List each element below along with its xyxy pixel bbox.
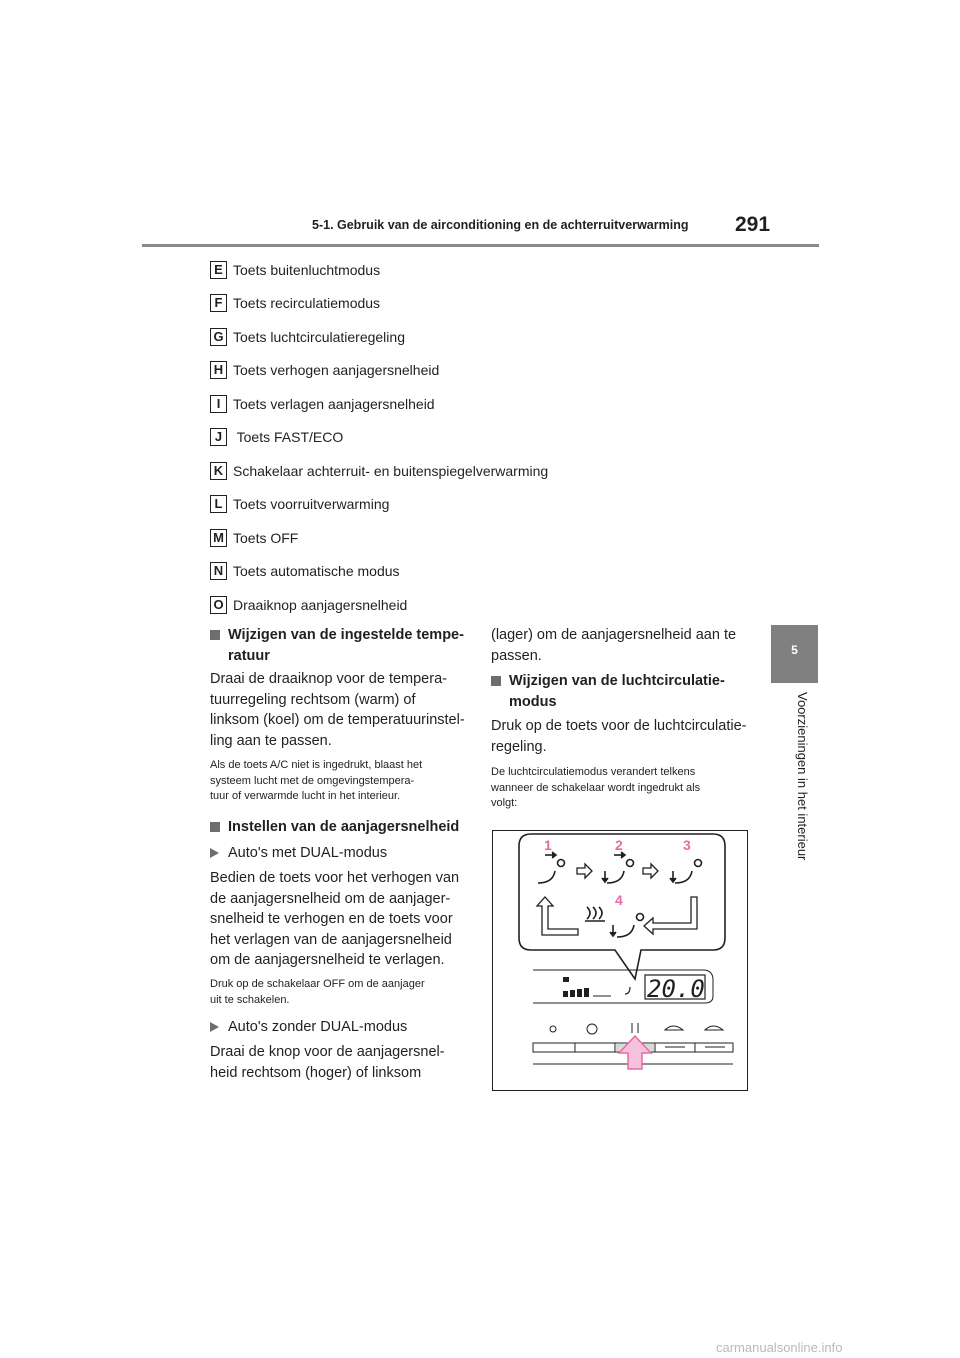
legend-item [210, 494, 389, 514]
watermark: carmanualsonline.info [716, 1340, 843, 1355]
text-line: uit te schakelen. [210, 993, 290, 1006]
header-divider [142, 244, 819, 247]
key-label: J [210, 428, 227, 446]
key-label: O [210, 596, 227, 614]
heading-line: Wijzigen van de luchtcirculatie- [509, 673, 725, 689]
legend-text: Toets buitenluchtmodus [233, 262, 381, 278]
text-line: Druk op de toets voor de luchtcirculatie- [491, 718, 747, 734]
mode-number: 1 [544, 837, 552, 853]
seat-icon-4 [585, 907, 644, 937]
chapter-title: Voorzieningen in het interieur [795, 692, 810, 861]
text-line: Bedien de toets voor het verhogen van [210, 870, 460, 886]
text-line: De luchtcirculatiemodus verandert telkens [491, 766, 696, 778]
legend-text: Draaiknop aanjagersnelheid [233, 597, 408, 613]
seat-small-icon [625, 987, 630, 994]
legend-item [210, 595, 407, 615]
subheading-no-dual [210, 1017, 407, 1038]
heading-line: modus [509, 693, 557, 710]
subheading-dual [210, 843, 387, 864]
paragraph [491, 625, 736, 666]
legend-item [210, 293, 380, 313]
text-line: regeling. [491, 738, 547, 755]
key-label: N [210, 562, 227, 580]
key-label: I [210, 395, 227, 413]
paragraph [491, 716, 747, 757]
legend-text: Toets OFF [233, 530, 299, 546]
circulation-mode-figure [492, 830, 748, 1091]
key-label: K [210, 462, 227, 480]
heading-line: Instellen van de aanjagersnelheid [228, 819, 460, 835]
fan-icon [563, 977, 569, 982]
arrow-up-icon [537, 897, 578, 935]
key-label: G [210, 328, 227, 346]
climate-panel-illustration [493, 831, 749, 1092]
heading-fan-speed [210, 817, 459, 838]
legend-item [210, 561, 400, 581]
mode-number: 3 [683, 837, 691, 853]
seat-icon-3 [670, 860, 702, 884]
legend-item [210, 461, 548, 481]
text-line: Draai de knop voor de aanjagersnel- [210, 1044, 445, 1060]
text-line: passen. [491, 647, 542, 664]
legend-text: Toets luchtcirculatieregeling [233, 329, 405, 345]
seat-icon-1 [538, 852, 565, 883]
note [210, 758, 422, 805]
square-bullet-icon [491, 676, 501, 686]
paragraph [210, 1042, 445, 1083]
legend-item [210, 528, 298, 548]
paragraph [210, 669, 465, 751]
legend-text: Toets automatische modus [233, 563, 400, 579]
text-line: linksom (koel) om de temperatuurinstel- [210, 712, 465, 728]
note [491, 765, 700, 812]
key-label: E [210, 261, 227, 279]
legend-text: Toets recirculatiemodus [233, 295, 381, 311]
legend-text: Toets verlagen aanjagersnelheid [233, 396, 435, 412]
text-line: de aanjagersnelheid om de aanjager- [210, 890, 451, 907]
text-line: systeem lucht met de omgevingstempera- [210, 774, 415, 787]
triangle-bullet-icon [210, 848, 219, 858]
heading-air-circulation [491, 671, 725, 712]
text-line: ling aan te passen. [210, 732, 332, 749]
text-line: tuur of verwarmde lucht in het interieur. [210, 790, 401, 802]
text-line: tuurregeling rechtsom (warm) of [210, 691, 416, 708]
mode-number: 4 [615, 892, 623, 908]
text-line: Draai de draaiknop voor de tempera- [210, 671, 447, 687]
heading-line: ratuur [228, 647, 270, 664]
text-line: Druk op de schakelaar OFF om de aanjager [210, 978, 425, 990]
paragraph [210, 868, 459, 971]
chapter-tab: 5 [771, 625, 818, 683]
text-line: het verlagen van de aanjagersnelheid [210, 931, 452, 948]
page-number: 291 [735, 213, 771, 236]
text-line: snelheid te verhogen en de toets voor [210, 911, 453, 927]
button-icons [550, 1023, 723, 1034]
note [210, 977, 425, 1008]
temperature-readout: 20.0 [647, 975, 705, 1003]
legend-text: Toets voorruitverwarming [233, 496, 390, 512]
text-line: heid rechtsom (hoger) of linksom [210, 1064, 422, 1081]
text-line: Als de toets A/C niet is ingedrukt, blaast het [210, 759, 423, 771]
legend-item [210, 360, 439, 380]
text-line: om de aanjagersnelheid te verlagen. [210, 952, 445, 968]
legend-item [210, 427, 343, 447]
legend-text: Schakelaar achterruit- en buitenspiegelverwarming [233, 463, 549, 479]
key-label: H [210, 361, 227, 379]
heading-line: Wijzigen van de ingestelde tempe- [228, 627, 464, 643]
text-line: wanneer de schakelaar wordt ingedrukt als [491, 781, 701, 794]
subheading-text: Auto's zonder DUAL-modus [228, 1019, 408, 1035]
legend-text: Toets FAST/ECO [233, 429, 344, 445]
seat-icon-2 [602, 852, 634, 883]
arrow-left-icon [644, 897, 697, 934]
subheading-text: Auto's met DUAL-modus [228, 845, 388, 861]
key-label: M [210, 529, 227, 547]
arrow-right-icon [577, 864, 592, 878]
key-label: F [210, 294, 227, 312]
fan-level-bars [563, 988, 589, 997]
legend-item [210, 394, 435, 414]
legend-text: Toets verhogen aanjagersnelheid [233, 362, 440, 378]
legend-item [210, 260, 380, 280]
heading-temperature [210, 625, 464, 666]
legend-item [210, 327, 405, 347]
mode-number: 2 [615, 837, 623, 853]
key-label: L [210, 495, 227, 513]
text-line: (lager) om de aanjagersnelheid aan te [491, 627, 737, 643]
square-bullet-icon [210, 822, 220, 832]
square-bullet-icon [210, 630, 220, 640]
triangle-bullet-icon [210, 1022, 219, 1032]
text-line: volgt: [491, 797, 518, 809]
section-title: 5-1. Gebruik van de airconditioning en de achterruitverwarming [312, 218, 689, 232]
arrow-right-icon [643, 864, 658, 878]
